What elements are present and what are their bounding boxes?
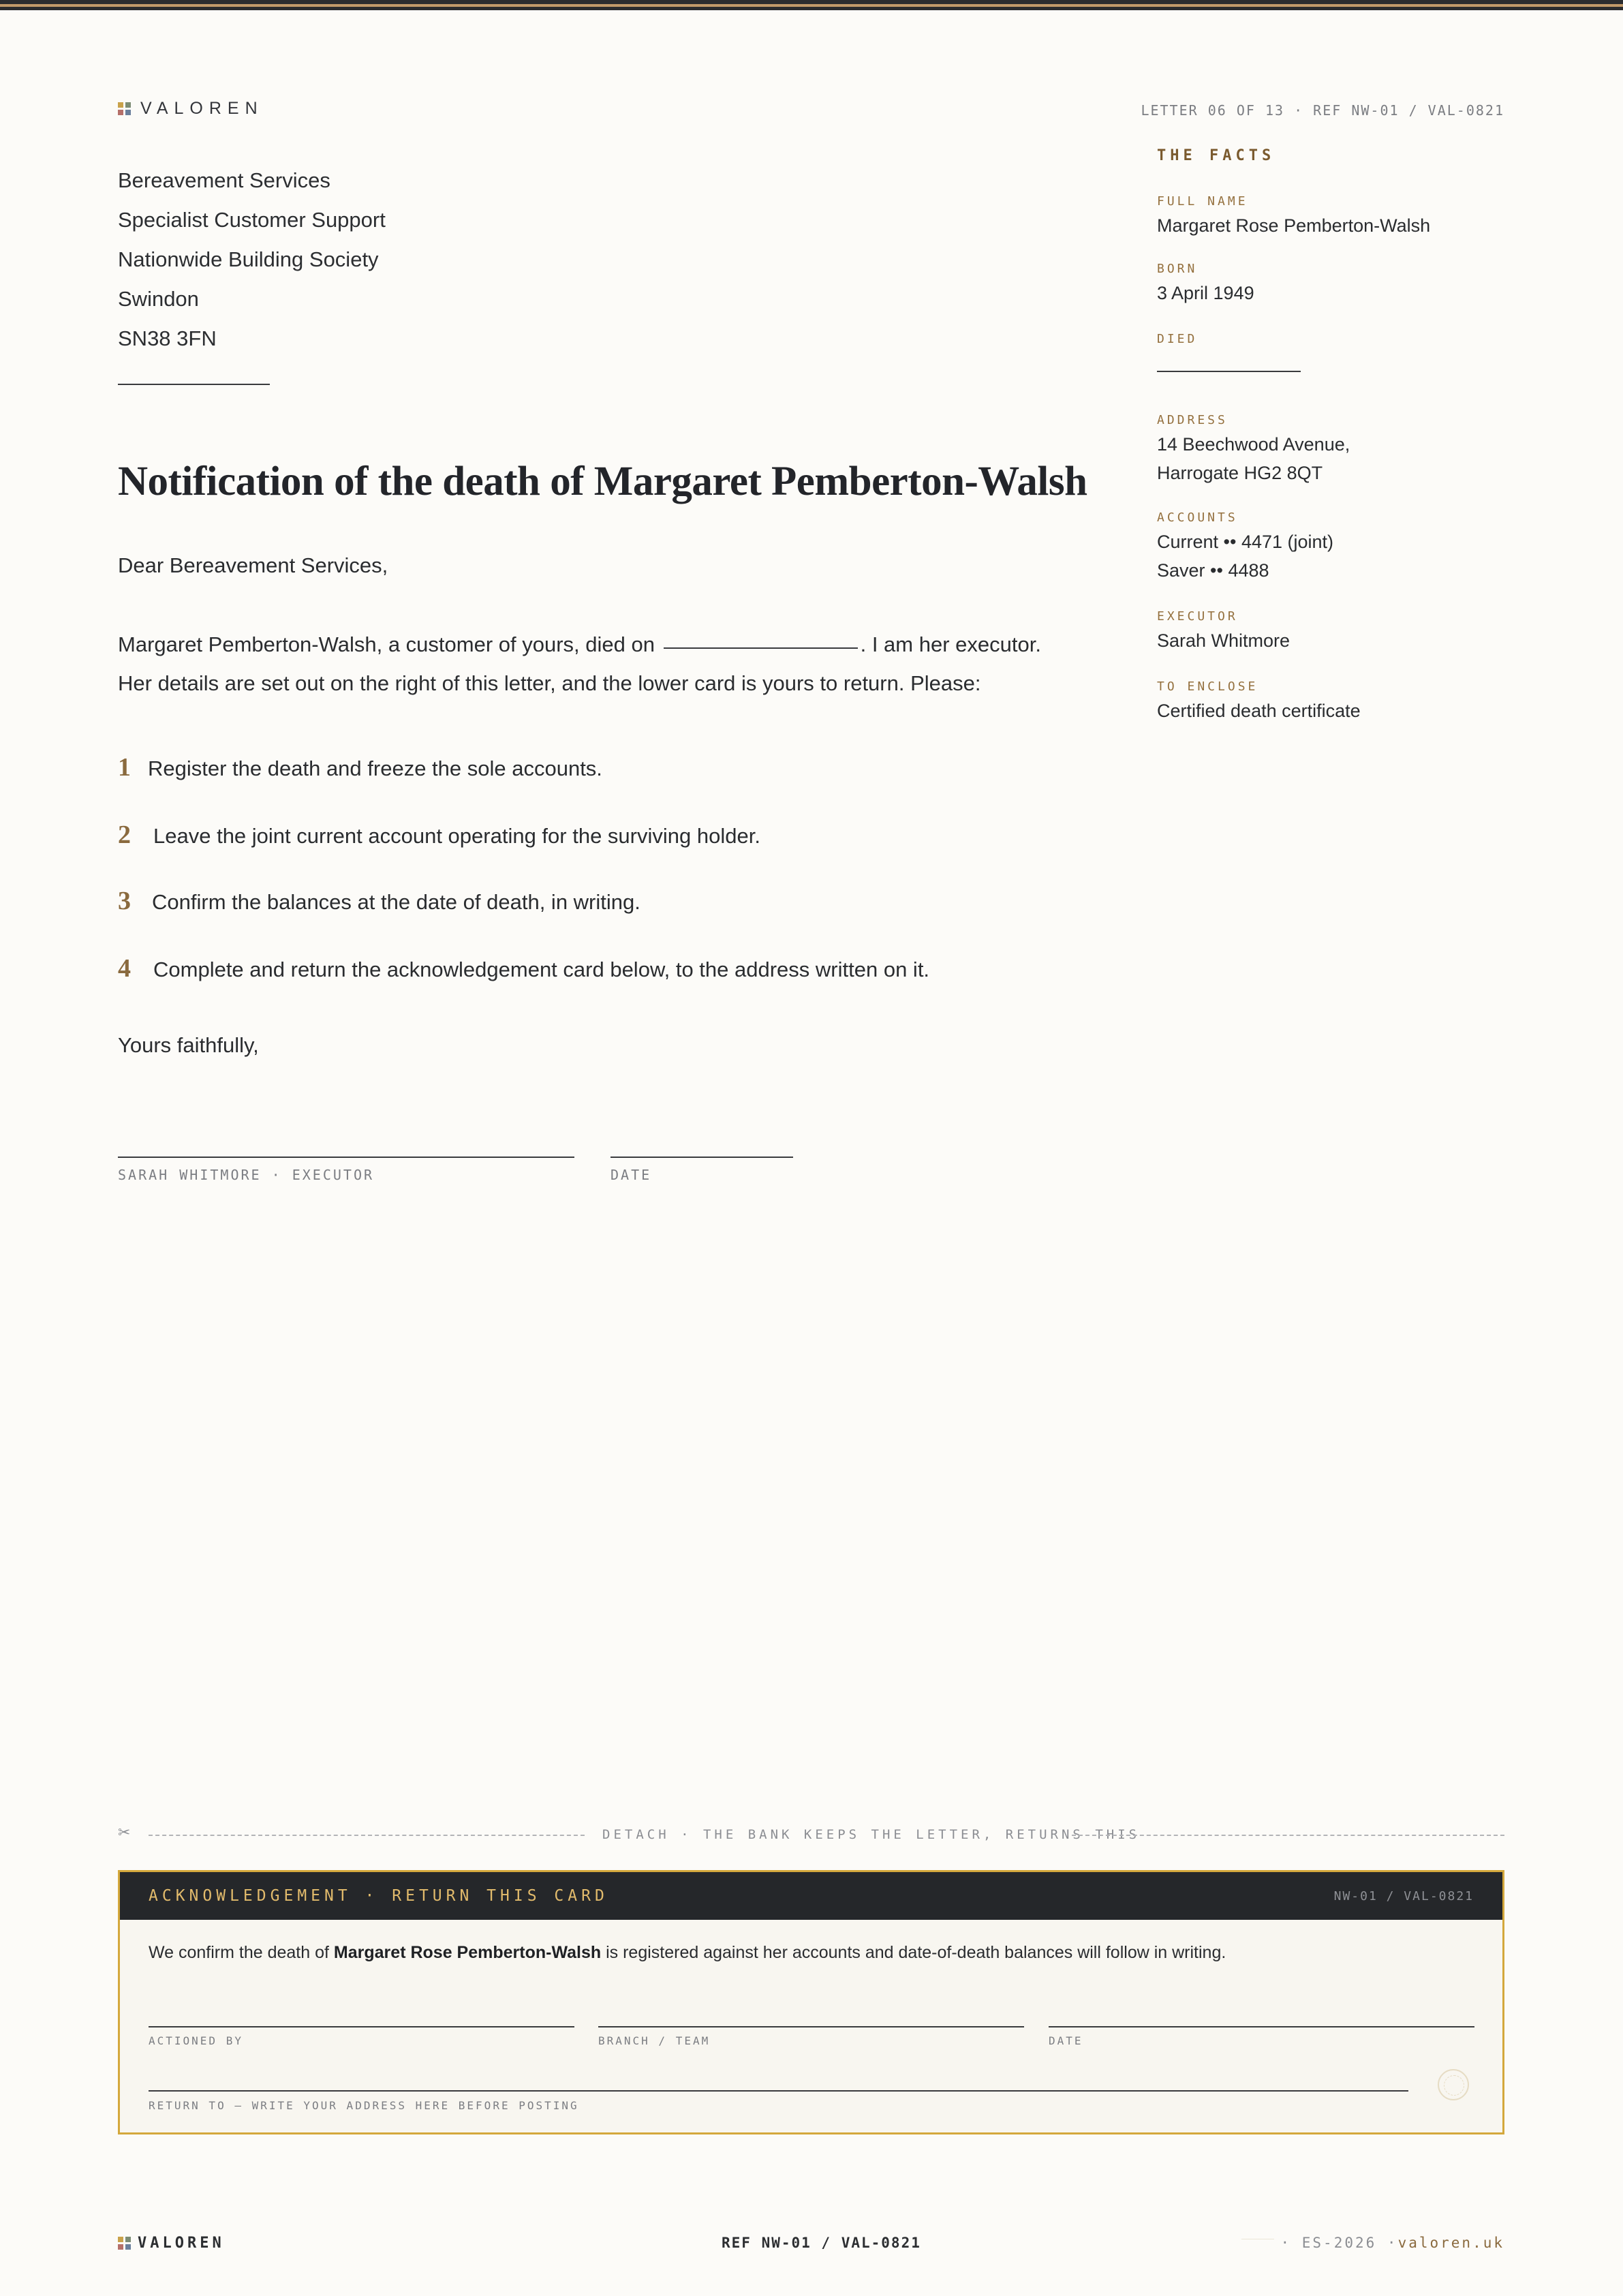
fact-account: Saver •• 4488 [1157, 560, 1269, 581]
branch-team-line[interactable] [598, 2026, 1024, 2027]
recipient-address [118, 161, 386, 358]
request-step [118, 886, 640, 916]
facts-sidebar [1157, 147, 1511, 725]
stamp-seal-icon [1438, 2069, 1469, 2100]
fact-label: DIED [1157, 332, 1198, 346]
fact-born: 3 April 1949 [1157, 283, 1254, 303]
intro-line-2: Her details are set out on the right of this letter, and the lower card is yours to return. Please: [118, 671, 981, 695]
card-date-line[interactable] [1049, 2026, 1474, 2027]
signature-label: SARAH WHITMORE · EXECUTOR [118, 1167, 375, 1183]
address-line: Swindon [118, 287, 199, 311]
card-confirmation-text [149, 1943, 1226, 1963]
footer-brand-name: VALOREN [138, 2235, 225, 2252]
address-line: Specialist Customer Support [118, 208, 386, 232]
request-step [118, 953, 929, 983]
logo-mark-icon [118, 2237, 131, 2250]
scissors-icon: ✂ [118, 1824, 131, 1841]
fact-label: BORN [1157, 262, 1198, 276]
detach-dashes [1072, 1835, 1504, 1836]
logo-mark-icon [118, 102, 131, 115]
step-text: Leave the joint current account operating for the surviving holder. [153, 824, 760, 848]
facts-title: THE FACTS [1157, 147, 1276, 164]
logo-square [118, 2237, 123, 2242]
logo-square [118, 2244, 123, 2250]
footer-logo [118, 2235, 225, 2252]
letter-reference: LETTER 06 OF 13 · REF NW-01 / VAL-0821 [1141, 102, 1504, 119]
acknowledgement-card [118, 1870, 1504, 2134]
fact-died-blank[interactable] [1157, 371, 1301, 372]
logo-square [125, 102, 131, 108]
fact-executor: Sarah Whitmore [1157, 630, 1290, 651]
brand-name: VALOREN [140, 99, 264, 118]
card-reference: NW-01 / VAL-0821 [1333, 1889, 1474, 1903]
footer-edition-text: · ES-2026 · [1280, 2235, 1398, 2251]
request-step [118, 820, 760, 850]
closing: Yours faithfully, [118, 1033, 259, 1057]
salutation: Dear Bereavement Services, [118, 553, 388, 577]
address-divider [118, 384, 270, 385]
top-stripe [0, 0, 1623, 12]
step-number: 3 [118, 887, 131, 915]
intro-line-1 [118, 632, 1041, 657]
logo-square [118, 110, 123, 115]
actioned-by-label: ACTIONED BY [149, 2034, 243, 2047]
card-header [120, 1872, 1502, 1920]
step-number: 2 [118, 821, 131, 849]
signature-date-label: DATE [610, 1167, 652, 1183]
card-deceased-name: Margaret Rose Pemberton-Walsh [333, 1943, 602, 1962]
step-number: 1 [118, 753, 131, 782]
fact-label: FULL NAME [1157, 194, 1248, 209]
step-text: Complete and return the acknowledgement card below, to the address written on it. [153, 958, 930, 981]
return-address-line[interactable] [149, 2090, 1408, 2092]
fact-enclosure: Certified death certificate [1157, 701, 1361, 721]
fact-label: ADDRESS [1157, 413, 1228, 427]
footer-edition [1280, 2235, 1504, 2251]
fact-account: Current •• 4471 (joint) [1157, 532, 1334, 552]
card-text-part: is registered against her accounts and date-of-death balances will follow in writing. [606, 1943, 1226, 1962]
date-of-death-blank[interactable] [664, 646, 858, 649]
letter-title: Notification of the death of Margaret Pemberton-Walsh [118, 459, 1087, 504]
intro-text: . I am her executor. [860, 632, 1041, 656]
intro-text: Margaret Pemberton-Walsh, a customer of yours, died on [118, 632, 655, 656]
request-step [118, 752, 602, 782]
logo-square [125, 110, 131, 115]
branch-team-label: BRANCH / TEAM [598, 2034, 711, 2047]
actioned-by-line[interactable] [149, 2026, 574, 2027]
logo-square [125, 2237, 131, 2242]
fact-full-name: Margaret Rose Pemberton-Walsh [1157, 215, 1431, 236]
footer-url-link[interactable]: valoren.uk [1397, 2235, 1504, 2251]
fact-label: TO ENCLOSE [1157, 679, 1258, 694]
step-text: Confirm the balances at the date of death, in writing. [152, 890, 640, 914]
step-number: 4 [118, 954, 131, 983]
detach-instruction: DETACH · THE BANK KEEPS THE LETTER, RETURNS THIS [602, 1827, 1141, 1842]
card-title: ACKNOWLEDGEMENT · RETURN THIS CARD [149, 1887, 608, 1905]
fact-address-line: 14 Beechwood Avenue, [1157, 434, 1350, 455]
address-line: SN38 3FN [118, 326, 217, 350]
card-date-label: DATE [1049, 2034, 1083, 2047]
logo-square [118, 102, 123, 108]
address-line: Nationwide Building Society [118, 247, 379, 271]
brand-logo [118, 99, 264, 119]
fact-label: ACCOUNTS [1157, 510, 1238, 525]
address-line: Bereavement Services [118, 168, 330, 192]
footer-reference: REF NW-01 / VAL-0821 [722, 2235, 921, 2251]
step-text: Register the death and freeze the sole accounts. [148, 756, 602, 780]
signature-date-line[interactable] [610, 1157, 793, 1158]
fact-address-line: Harrogate HG2 8QT [1157, 463, 1323, 483]
return-address-label: RETURN TO — WRITE YOUR ADDRESS HERE BEFORE POSTING [149, 2099, 579, 2112]
card-text-part: We confirm the death of [149, 1943, 329, 1962]
signature-line[interactable] [118, 1157, 574, 1158]
fact-label: EXECUTOR [1157, 609, 1238, 624]
detach-dashes [149, 1835, 585, 1836]
logo-square [125, 2244, 131, 2250]
